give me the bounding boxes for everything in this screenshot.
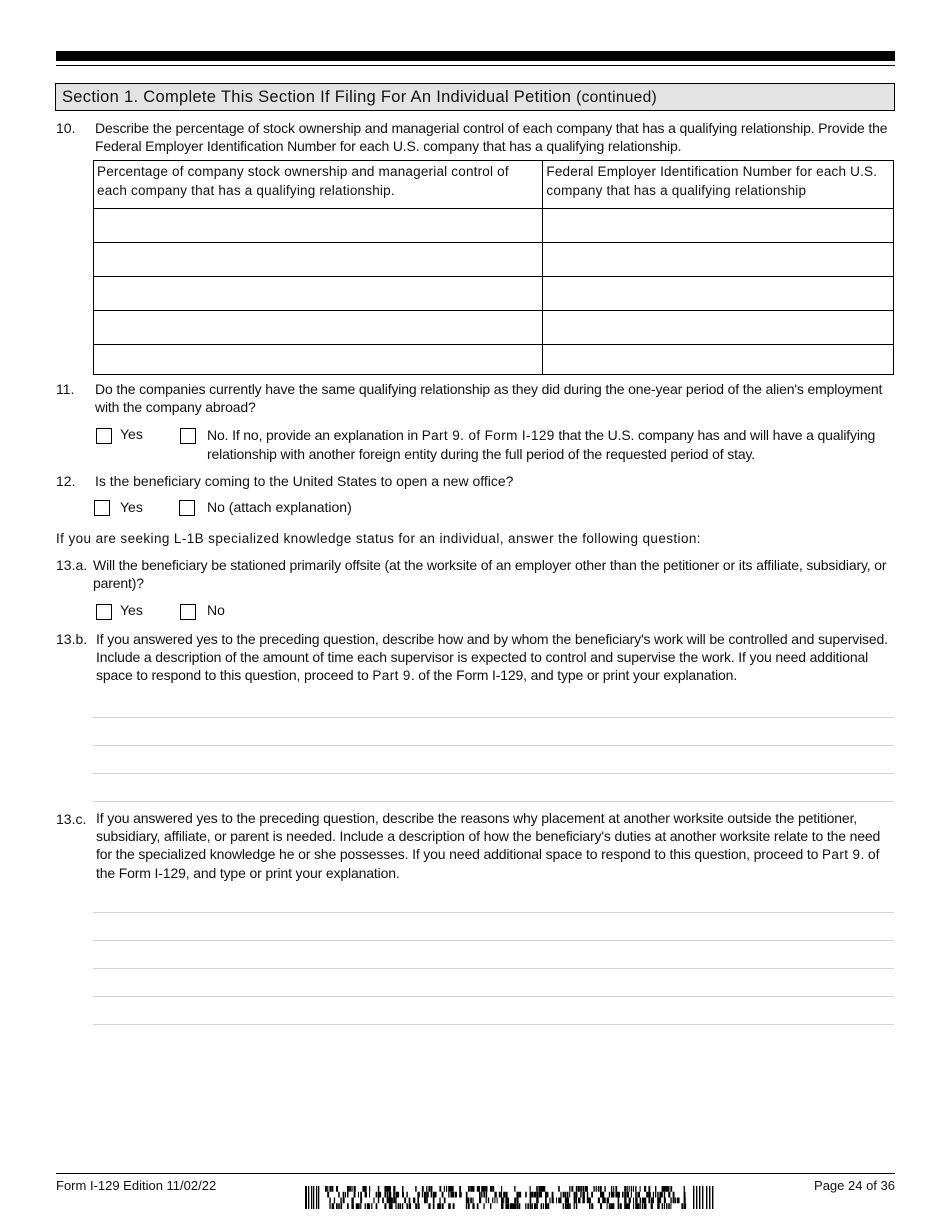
q13b-text-b: . of the Form I-129, and type or print your explanation. — [410, 667, 738, 683]
ownership-cell[interactable] — [94, 311, 543, 345]
q13a-number: 13.a. — [56, 557, 88, 573]
ownership-cell[interactable] — [94, 277, 543, 311]
q13c-text-a: If you answered yes to the preceding question, describe the reasons why placement at another worksite outside the petitioner, subsidiary, affiliate, or parent is needed. Include a description of how the beneficiary's duties at another worksite relate to the need for the specialized knowledge he or she possesses. If you need additional space to respond to this question, proceed to — [96, 810, 881, 862]
ownership-cell[interactable] — [94, 243, 543, 277]
ownership-cell[interactable] — [94, 209, 543, 243]
q13b-answer-line[interactable] — [93, 745, 894, 746]
ownership-table — [93, 160, 894, 375]
q11-no-label — [207, 426, 897, 463]
q13b-answer-line[interactable] — [93, 773, 894, 774]
table-row — [94, 345, 894, 375]
top-border-line — [56, 65, 895, 66]
footer-rule — [56, 1173, 895, 1174]
q11-no-checkbox[interactable] — [180, 428, 196, 444]
q13a-no-label: No — [207, 602, 225, 618]
q13b-answer-line[interactable] — [93, 717, 894, 718]
q13b-text — [96, 630, 896, 685]
q12-yes-checkbox[interactable] — [94, 500, 110, 516]
q12-yes-label: Yes — [120, 499, 143, 515]
q13b-answer-line[interactable] — [93, 801, 894, 802]
q13a-no-checkbox[interactable] — [180, 604, 196, 620]
q13c-number: 13.c. — [56, 811, 87, 827]
q12-text: Is the beneficiary coming to the United States to open a new office? — [95, 473, 514, 489]
q11-yes-checkbox[interactable] — [96, 428, 112, 444]
fein-cell[interactable] — [543, 311, 894, 345]
q13c-answer-line[interactable] — [93, 940, 894, 941]
q11-no-suffix: that the U.S. company has and will have a qualifying relationship with another foreign entity during the full period of the requested period of stay. — [207, 427, 876, 462]
top-border-bar — [56, 51, 895, 61]
table-row — [94, 277, 894, 311]
q12-no-checkbox[interactable] — [179, 500, 195, 516]
q13c-text-b: . of the Form I-129, and type or print your explanation. — [96, 846, 880, 881]
q12-no-label: No (attach explanation) — [207, 499, 352, 515]
page-number: Page 24 of 36 — [814, 1178, 895, 1193]
q11-part-ref: Part 9. of Form I-129 — [421, 428, 555, 443]
q13b-part-ref: Part 9 — [372, 668, 411, 683]
fein-col-header: Federal Employer Identification Number for each U.S. company that has a qualifying relationship — [543, 161, 894, 209]
table-row — [94, 311, 894, 345]
ownership-cell[interactable] — [94, 345, 543, 375]
q13a-text: Will the beneficiary be stationed primarily offsite (at the worksite of an employer other than the petitioner or its affiliate, subsidiary, or parent)? — [93, 557, 887, 591]
q13c-answer-line[interactable] — [93, 996, 894, 997]
ownership-col-header: Percentage of company stock ownership and managerial control of each company that has a qualifying relationship. — [94, 161, 543, 209]
q10-text: Describe the percentage of stock ownership and managerial control of each company that has a qualifying relationship. Provide the Federal Employer Identification Number for each U.S. company that has a qualifying relationship. — [95, 120, 888, 154]
fein-cell[interactable] — [543, 345, 894, 375]
fein-cell[interactable] — [543, 243, 894, 277]
q13c-answer-line[interactable] — [93, 1024, 894, 1025]
q13c-text — [96, 809, 896, 882]
fein-cell[interactable] — [543, 277, 894, 311]
q11-yes-label: Yes — [120, 426, 143, 442]
q13b-number: 13.b. — [56, 631, 88, 647]
fein-cell[interactable] — [543, 209, 894, 243]
q11-number: 11. — [56, 381, 75, 397]
l1b-note: If you are seeking L-1B specialized knowledge status for an individual, answer the following question: — [56, 531, 701, 546]
q11-no-prefix: No. If no, provide an explanation in — [207, 427, 422, 443]
barcode — [305, 1186, 715, 1209]
q10-number: 10. — [56, 120, 76, 136]
q11-text: Do the companies currently have the same qualifying relationship as they did during the one-year period of the alien's employment with the company abroad? — [95, 381, 883, 415]
q13c-part-ref: Part 9 — [822, 847, 861, 862]
table-row — [94, 209, 894, 243]
q13c-answer-line[interactable] — [93, 968, 894, 969]
q12-number: 12. — [56, 473, 76, 489]
q13a-yes-label: Yes — [120, 602, 143, 618]
section-header — [55, 83, 895, 111]
q13b-text-a: If you answered yes to the preceding question, describe how and by whom the beneficiary's work will be controlled and supervised. Include a description of the amount of time each supervisor is expected to control and supervise the work. If you need additional space to respond to this question, proceed to — [96, 631, 888, 683]
q13a-yes-checkbox[interactable] — [96, 604, 112, 620]
form-edition: Form I-129 Edition 11/02/22 — [56, 1178, 217, 1193]
section-title: Section 1. Complete This Section If Filing For An Individual Petition — [62, 88, 572, 106]
table-row — [94, 243, 894, 277]
q13c-answer-line[interactable] — [93, 912, 894, 913]
section-suffix: (continued) — [576, 89, 657, 106]
